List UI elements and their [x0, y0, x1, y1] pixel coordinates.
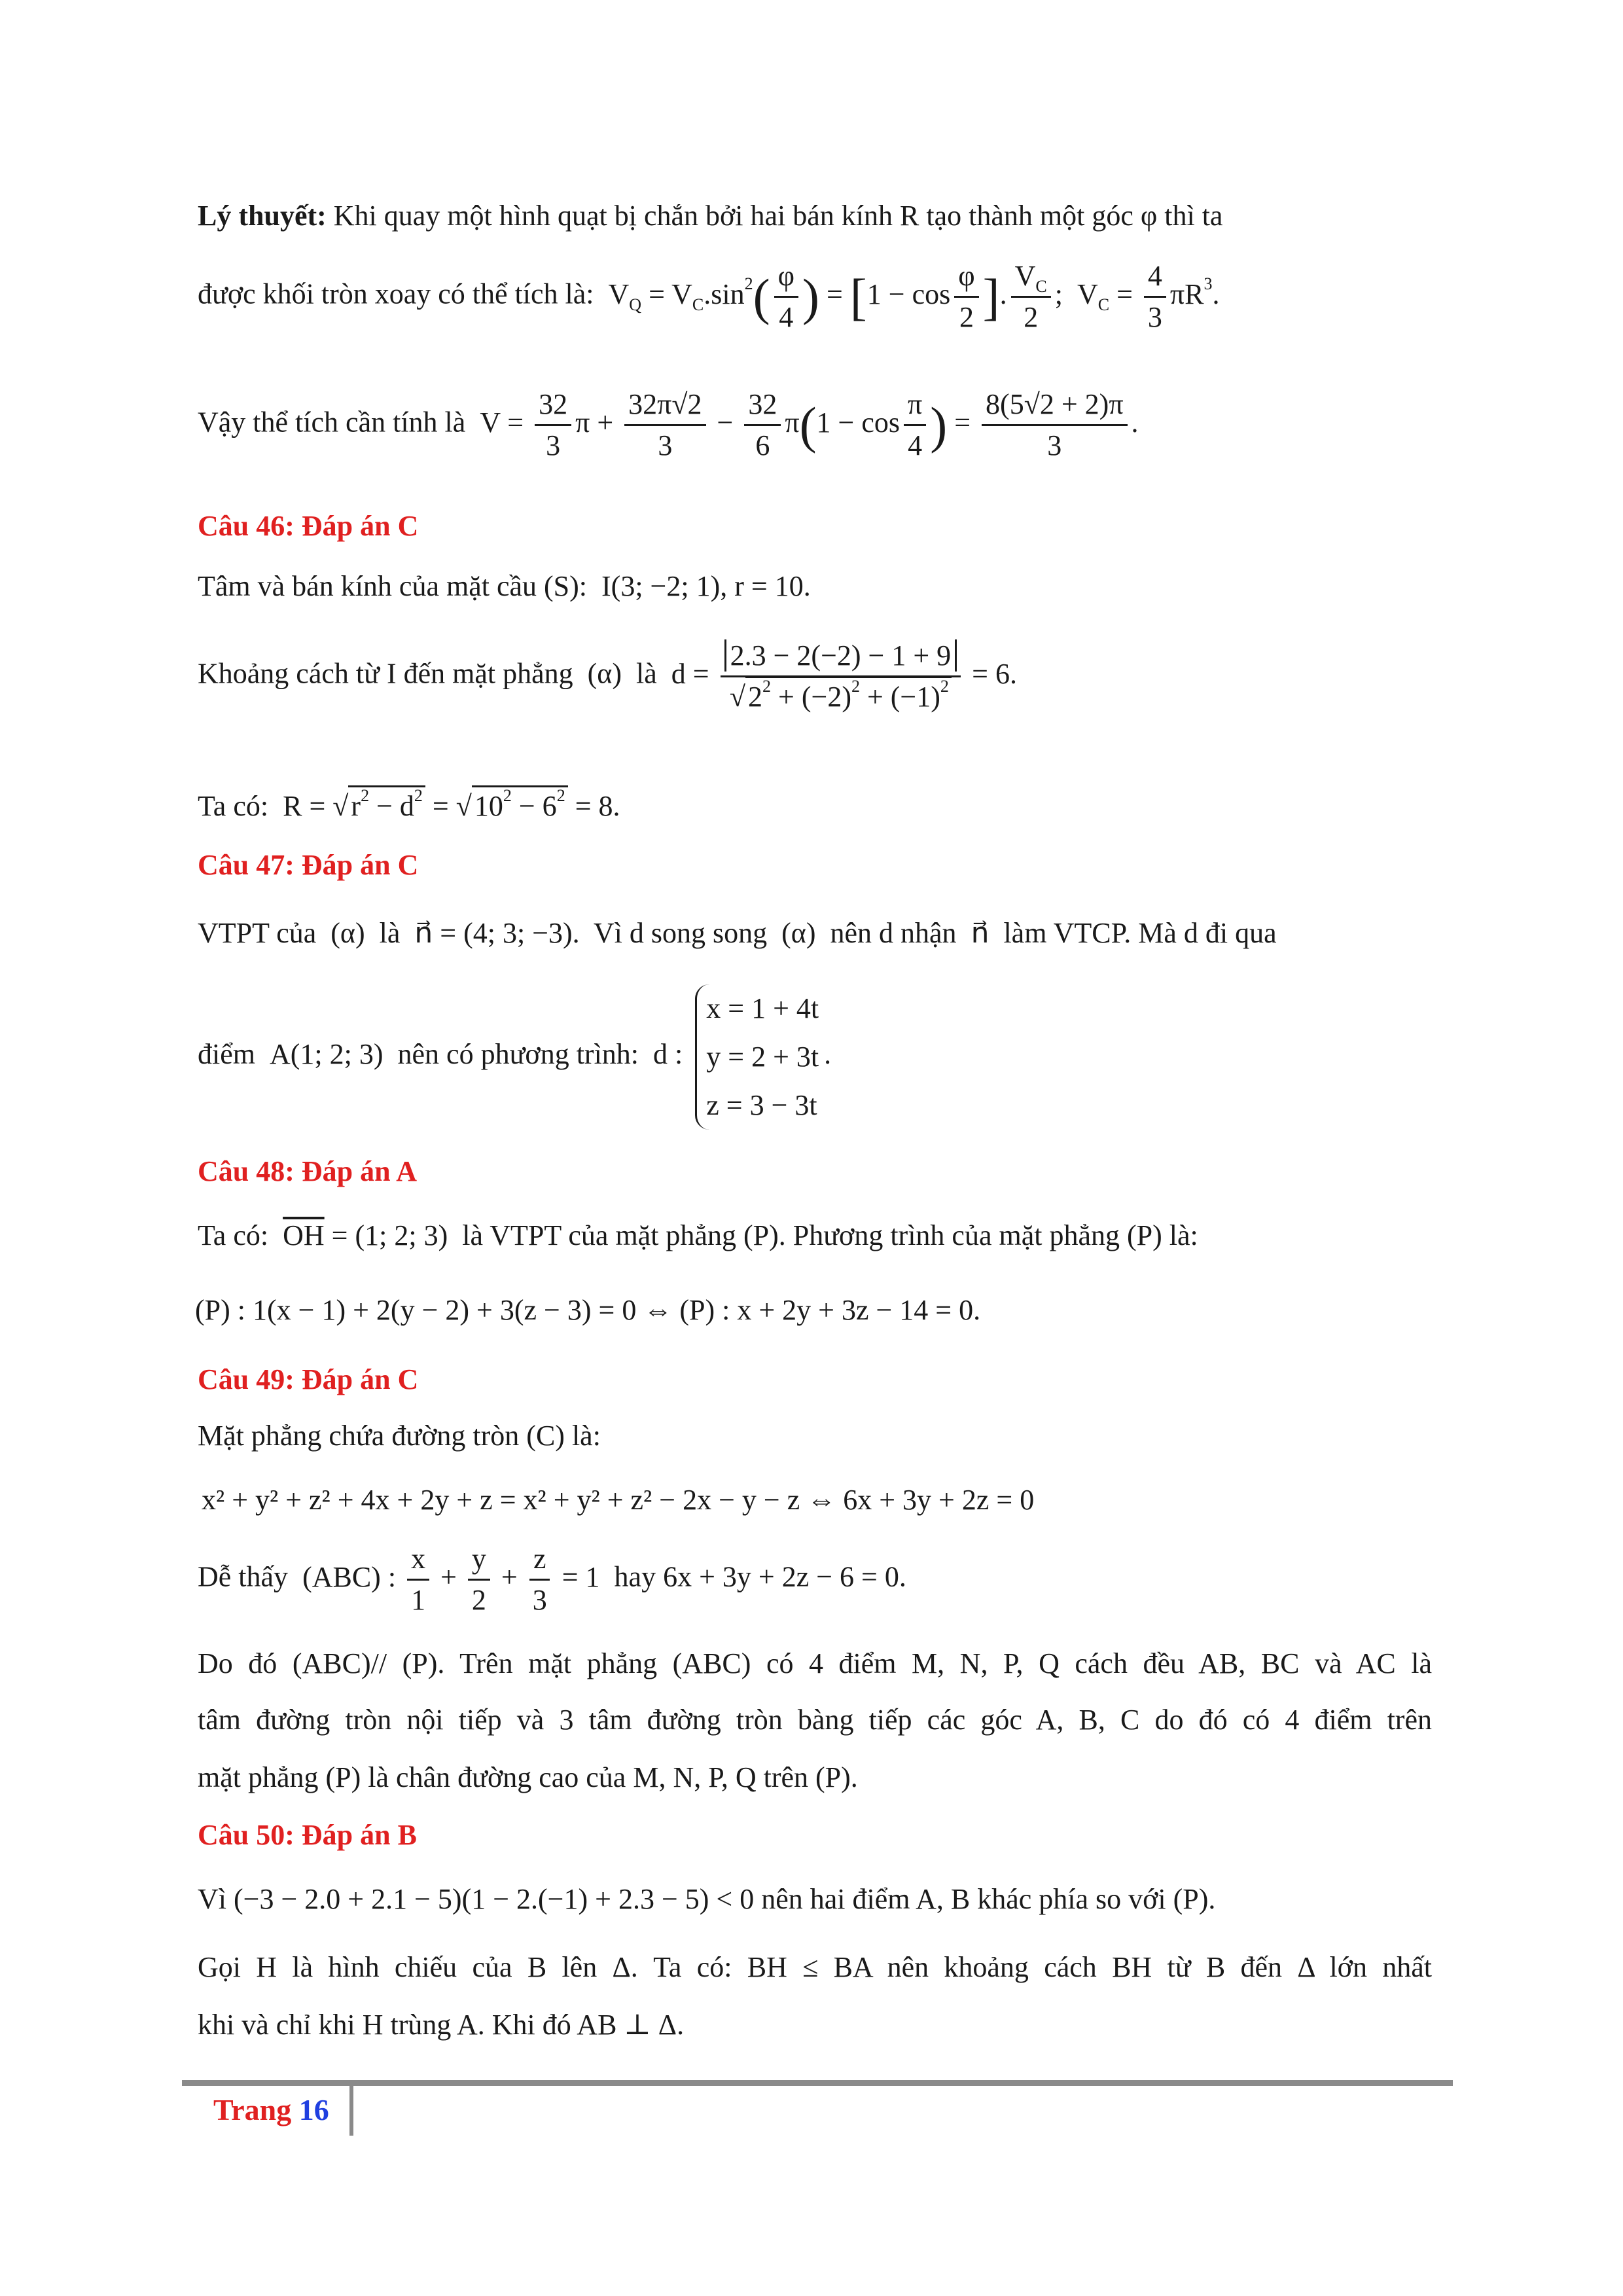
q49-equation: x² + y² + z² + 4x + 2y + z = x² + y² + z² − 2x − y − z ⇔ 6x + 3y + 2z = 0	[202, 1484, 1035, 1516]
q47-equation-system	[695, 984, 819, 1130]
q49-text-3b: hay	[614, 1560, 656, 1593]
theory-line-1	[198, 198, 1432, 234]
q49-line-2	[202, 1482, 1432, 1518]
q47-d-label: d :	[646, 1038, 683, 1071]
q47-eq-z: z = 3 − 3t	[706, 1089, 817, 1121]
q47-alpha-2: (α)	[774, 917, 823, 949]
q47-line-1	[198, 915, 1432, 952]
q49-line-1	[198, 1418, 1432, 1454]
q48-heading	[198, 1153, 1432, 1190]
q50-text-1a: Vì	[198, 1883, 226, 1915]
q47-n-vector: n⃗	[963, 917, 997, 949]
theory-text-2: được khối tròn xoay có thể tích là:	[198, 278, 594, 310]
q50-text-3: khi và chỉ khi H trùng A. Khi đó AB ⊥ Δ.	[198, 2009, 685, 2041]
q47-text-1a: VTPT của	[198, 917, 317, 949]
q47-normal-vector: n⃗ = (4; 3; −3).	[407, 917, 587, 949]
q47-text-1d: nên d nhận	[830, 917, 957, 949]
volume-text: Vậy thể tích cần tính là	[198, 406, 466, 439]
q48-equation: (P) : 1(x − 1) + 2(y − 2) + 3(z − 3) = 0 ⇔ (P) : x + 2y + 3z − 14 = 0.	[195, 1294, 981, 1326]
q46-line-1	[198, 568, 1432, 605]
q50-heading-text: Câu 50: Đáp án B	[198, 1819, 417, 1851]
q50-sign-test: (−3 − 2.0 + 2.1 − 5)(1 − 2.(−1) + 2.3 − 5) < 0	[234, 1883, 755, 1915]
q50-heading	[198, 1817, 1432, 1854]
q50-line-2	[198, 1949, 1432, 1986]
q46-heading	[198, 508, 1432, 545]
q49-plane-equation: 6x + 3y + 2z − 6 = 0.	[663, 1560, 906, 1593]
q47-text-1b: là	[379, 917, 401, 949]
q46-formula-1: I(3; −2; 1), r = 10.	[594, 570, 811, 602]
q47-heading-text: Câu 47: Đáp án C	[198, 849, 419, 881]
q50-text-1c: nên hai điểm A, B khác phía so với (P).	[761, 1883, 1216, 1915]
q47-alpha-1: (α)	[323, 917, 372, 949]
q49-para-2	[198, 1702, 1432, 1738]
theory-line-2	[198, 262, 1432, 347]
q49-para-3	[198, 1759, 1432, 1796]
q47-eq-x: x = 1 + 4t	[706, 992, 819, 1024]
page-footer	[213, 2092, 329, 2127]
q46-heading-text: Câu 46: Đáp án C	[198, 510, 419, 542]
q47-heading	[198, 847, 1432, 884]
q47-text-1e: làm VTCP. Mà d đi qua	[1003, 917, 1277, 949]
footer-label: Trang	[213, 2093, 292, 2126]
q47-text-1c: Vì d song song	[593, 917, 768, 949]
q47-text-2a: điểm	[198, 1038, 255, 1071]
footer-vertical-bar	[349, 2086, 353, 2136]
q49-text-1: Mặt phẳng chứa đường tròn (C) là:	[198, 1420, 601, 1452]
q46-text-3: Ta có:	[198, 790, 269, 822]
q46-alpha: (α)	[580, 657, 630, 690]
q49-abc-plane: (ABC) : $\frac{x}{1}$ + $\frac{y}{2}$ + $\frac{z}{3}$ = 1	[295, 1543, 607, 1616]
q49-para-3-text: mặt phẳng (P) là chân đường cao của M, N, P, Q trên (P).	[198, 1761, 858, 1793]
q49-heading-text: Câu 49: Đáp án C	[198, 1363, 419, 1395]
q46-text-2b: là	[636, 657, 657, 690]
q46-line-3	[198, 788, 1432, 825]
q50-line-3	[198, 2007, 1432, 2043]
volume-line	[198, 390, 1432, 482]
q49-line-3	[198, 1545, 1432, 1623]
q48-line-1	[198, 1217, 1432, 1254]
q50-text-2: Gọi H là hình chiếu của B lên Δ. Ta có: BH ≤ BA nên khoảng cách BH từ B đến Δ lớn nhất	[198, 1951, 1432, 1983]
q50-line-1	[198, 1881, 1432, 1918]
q49-text-3a: Dễ thấy	[198, 1560, 289, 1593]
theory-formula: $V_Q = V_C.\sin^2$( $\frac{\varphi}{4}$ ) = [1 − cos $\frac{\varphi}{2}$ ]. $\frac{V_C}{2}$ ; $V_C$ = $\frac{4}{3}$ $\pi R^3$.	[601, 260, 1220, 333]
q48-oh-vector: $\overline{OH} = (1$; 2; 3)	[283, 1219, 455, 1251]
q48-text-1b: là VTPT của mặt phẳng (P). Phương trình của mặt phẳng (P) là:	[462, 1219, 1198, 1251]
q49-para-2-text: tâm đường tròn nội tiếp và 3 tâm đường tròn bàng tiếp các góc A, B, C do đó có 4 điểm trên	[198, 1704, 1432, 1736]
q46-text-1: Tâm và bán kính của mặt cầu (S):	[198, 570, 588, 602]
footer-divider	[182, 2080, 1453, 2086]
q46-text-2: Khoảng cách từ I đến mặt phẳng	[198, 657, 573, 690]
page-number: 16	[298, 2093, 329, 2126]
q49-para-1-text: Do đó (ABC)// (P). Trên mặt phẳng (ABC) có 4 điểm M, N, P, Q cách đều AB, BC và AC là	[198, 1647, 1432, 1679]
q48-line-2	[195, 1292, 1432, 1329]
q47-line-2: điểm A(1; 2; 3) nên có phương trình: d : x = 1 + 4t y = 2 + 3t z = 3 − 3t .	[198, 982, 1432, 1139]
q46-distance-formula: d = $\frac{2.3 - 2(-2) - 1 + 9}{√2^2 + (-2)^2 + (-1)^2}$ = 6.	[664, 639, 1017, 713]
theory-label: Lý thuyết:	[198, 200, 327, 232]
q47-point-a: A(1; 2; 3)	[262, 1038, 391, 1071]
q46-formula-3: $R = √r^2 - d^2 = √10^2 - 6^2 = 8$.	[276, 786, 620, 822]
q47-text-2b: nên có phương trình:	[397, 1038, 639, 1071]
q48-heading-text: Câu 48: Đáp án A	[198, 1155, 417, 1187]
q47-eq-y: y = 2 + 3t	[706, 1041, 819, 1073]
q49-para-1	[198, 1645, 1432, 1682]
volume-formula: V = $\frac{32}{3}$ π + $\frac{32\pi√2}{3}$ − $\frac{32}{6}$ π(1 − cos $\frac{\pi}{4}$ ) = $\frac{8(5√2 + 2)\pi}{3}$ .	[473, 388, 1139, 461]
q48-text-1a: Ta có:	[198, 1219, 269, 1251]
q46-line-2	[198, 641, 1432, 726]
theory-text-1: Khi quay một hình quạt bị chắn bởi hai bán kính R tạo thành một góc φ thì ta	[333, 200, 1223, 232]
q49-heading	[198, 1361, 1432, 1398]
